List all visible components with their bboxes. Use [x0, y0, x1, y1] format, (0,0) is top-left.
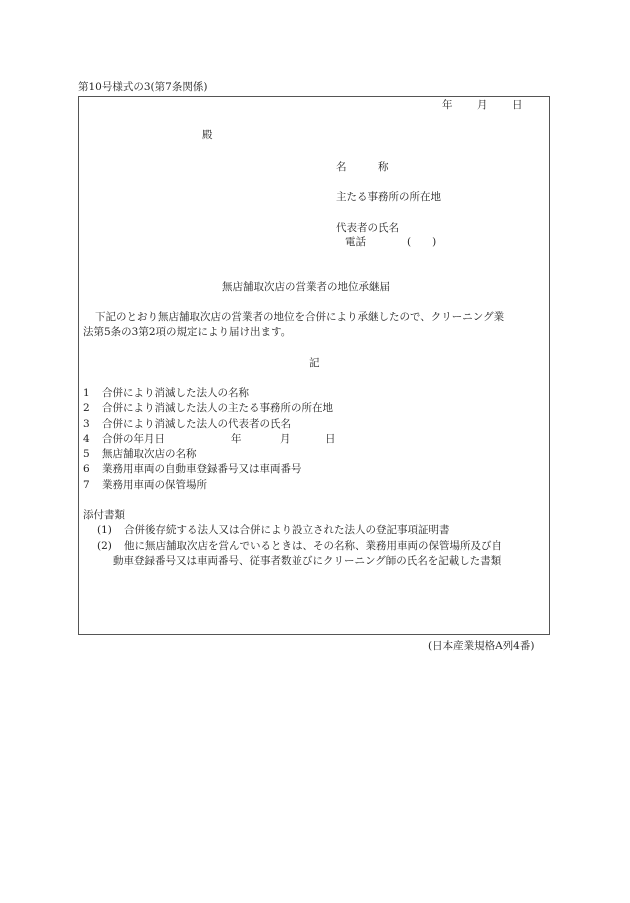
- merger-year: 年: [231, 433, 242, 445]
- applicant-phone-label: 電話: [345, 236, 366, 248]
- item-1-text: 合併により消滅した法人の名称: [102, 387, 249, 399]
- body-line-1: 下記のとおり無店舗取次店の営業者の地位を合併により承継したので、クリーニング業: [95, 311, 505, 323]
- applicant-representative-label: 代表者の氏名: [336, 222, 399, 234]
- item-3-num: 3: [83, 418, 90, 430]
- date-day: 日: [512, 99, 523, 111]
- applicant-name-label: 名 称: [336, 161, 389, 173]
- attachment-1-text: 合併後存続する法人又は合併により設立された法人の登記事項証明書: [124, 524, 450, 536]
- applicant-phone-paren: ( ): [407, 236, 437, 248]
- form-number: 第10号様式の3(第7条関係): [78, 81, 208, 93]
- item-7-text: 業務用車両の保管場所: [102, 479, 207, 491]
- attachments-heading: 添付書類: [83, 509, 125, 521]
- item-6-num: 6: [83, 463, 90, 475]
- ki-heading: 記: [309, 357, 320, 369]
- item-4-text: 合併の年月日: [102, 433, 165, 445]
- attachment-2-num: (2): [97, 540, 112, 552]
- item-7-num: 7: [83, 479, 90, 491]
- item-3-text: 合併により消滅した法人の代表者の氏名: [102, 418, 291, 430]
- addressee-suffix: 殿: [202, 129, 213, 141]
- applicant-address-label: 主たる事務所の所在地: [336, 191, 441, 203]
- attachment-1-num: (1): [97, 524, 112, 536]
- date-month: 月: [477, 99, 488, 111]
- item-6-text: 業務用車両の自動車登録番号又は車両番号: [102, 463, 302, 475]
- document-title: 無店舗取次店の営業者の地位承継届: [222, 281, 390, 293]
- item-5-num: 5: [83, 448, 90, 460]
- item-2-num: 2: [83, 402, 90, 414]
- body-line-2: 法第5条の3第2項の規定により届け出ます。: [83, 326, 292, 338]
- size-note: (日本産業規格A列4番): [428, 640, 535, 652]
- merger-day: 日: [325, 433, 336, 445]
- attachment-2-text: 他に無店舗取次店を営んでいるときは、その名称、業務用車両の保管場所及び自: [124, 540, 502, 552]
- item-5-text: 無店舗取次店の名称: [102, 448, 197, 460]
- item-2-text: 合併により消滅した法人の主たる事務所の所在地: [102, 402, 333, 414]
- item-1-num: 1: [83, 387, 90, 399]
- attachment-2-continuation: 動車登録番号又は車両番号、従事者数並びにクリーニング師の氏名を記載した書類: [113, 555, 502, 567]
- merger-month: 月: [280, 433, 291, 445]
- item-4-num: 4: [83, 433, 90, 445]
- date-year: 年: [442, 99, 453, 111]
